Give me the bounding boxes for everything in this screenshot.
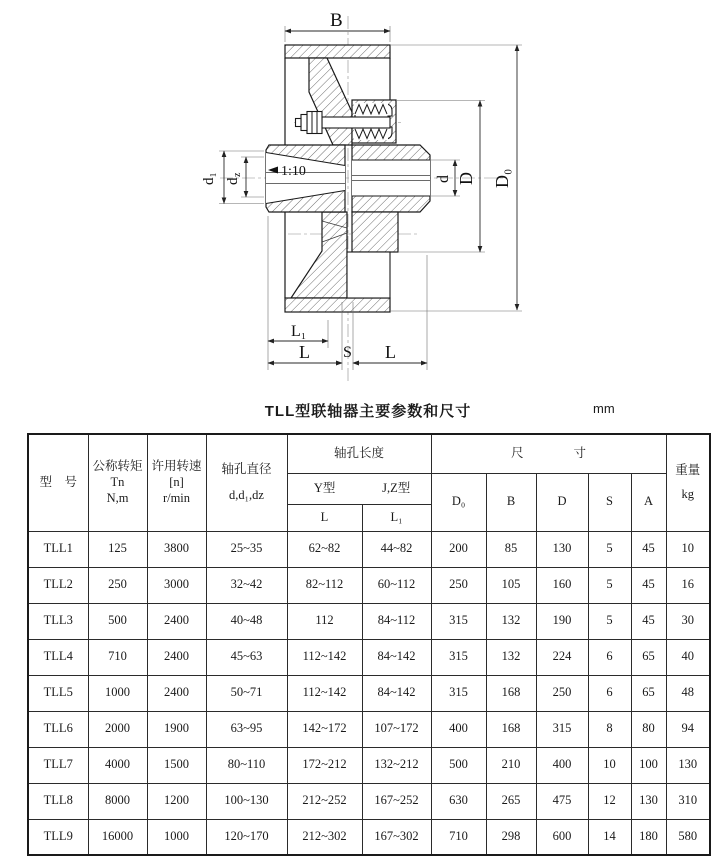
speed-cell: 3800	[147, 531, 206, 567]
dim-label-d0: D₀	[492, 168, 512, 188]
weight-cell: 94	[666, 711, 710, 747]
s-cell: 14	[588, 819, 631, 855]
dim-label-d1: d₁	[201, 172, 217, 185]
model-cell: TLL3	[28, 603, 88, 639]
dim-label-l-right: L	[385, 342, 396, 362]
a-cell: 100	[631, 747, 666, 783]
d0-cell: 200	[431, 531, 486, 567]
len-l-cell: 62~82	[287, 531, 362, 567]
torque-line3: N,m	[106, 490, 129, 505]
a-cell: 45	[631, 531, 666, 567]
taper-label: 1:10	[281, 164, 306, 179]
bolt-head	[307, 112, 322, 134]
a-cell: 180	[631, 819, 666, 855]
coupling-svg	[0, 0, 725, 396]
speed-cell: 1200	[147, 783, 206, 819]
torque-cell: 250	[88, 567, 147, 603]
torque-cell: 1000	[88, 675, 147, 711]
d-cell: 400	[536, 747, 588, 783]
torque-line1: 公称转矩	[92, 459, 143, 474]
speed-line1: 许用转速	[151, 459, 202, 474]
col-header-dims: 尺 寸	[431, 434, 666, 473]
model-cell: TLL2	[28, 567, 88, 603]
weight-cell: 16	[666, 567, 710, 603]
d0-cell: 315	[431, 603, 486, 639]
a-cell: 65	[631, 675, 666, 711]
bore-dia-cell: 80~110	[206, 747, 287, 783]
weight-cell: 40	[666, 639, 710, 675]
table-row	[28, 747, 710, 783]
d0-cell: 710	[431, 819, 486, 855]
weight-line2: kg	[681, 486, 695, 501]
model-cell: TLL9	[28, 819, 88, 855]
col-header-weight	[666, 434, 710, 531]
s-cell: 5	[588, 531, 631, 567]
col-header-bore-dia	[206, 434, 287, 531]
d-cell: 224	[536, 639, 588, 675]
speed-cell: 2400	[147, 603, 206, 639]
bore-dia-cell: 50~71	[206, 675, 287, 711]
col-header-b: B	[486, 473, 536, 531]
d-cell: 315	[536, 711, 588, 747]
torque-cell: 16000	[88, 819, 147, 855]
weight-line1: 重量	[675, 463, 701, 478]
d0-cell: 315	[431, 639, 486, 675]
b-cell: 168	[486, 711, 536, 747]
table-row	[28, 783, 710, 819]
bore-dia-cell: 100~130	[206, 783, 287, 819]
len-l-cell: 112	[287, 603, 362, 639]
b-cell: 210	[486, 747, 536, 783]
speed-cell: 1000	[147, 819, 206, 855]
dim-label-dz	[225, 172, 243, 185]
spec-table-body	[28, 531, 710, 855]
table-row	[28, 603, 710, 639]
col-header-d: D	[536, 473, 588, 531]
lower-right-sleeve	[347, 252, 390, 298]
col-header-model: 型 号	[28, 434, 88, 531]
model-cell: TLL1	[28, 531, 88, 567]
b-cell: 168	[486, 675, 536, 711]
bolt-shaft	[322, 117, 390, 128]
bore-dia-cell: 120~170	[206, 819, 287, 855]
s-cell: 5	[588, 603, 631, 639]
b-cell: 85	[486, 531, 536, 567]
col-header-torque	[88, 434, 147, 531]
unit-label: mm	[593, 401, 615, 416]
col-header-bore-length: 轴孔长度	[287, 434, 431, 473]
model-cell: TLL8	[28, 783, 88, 819]
drum-bottom-flange	[285, 298, 390, 312]
len-l1-cell: 132~212	[362, 747, 431, 783]
torque-cell: 8000	[88, 783, 147, 819]
speed-cell: 2400	[147, 675, 206, 711]
table-row	[28, 639, 710, 675]
dim-label-b: B	[330, 10, 343, 31]
s-cell: 12	[588, 783, 631, 819]
table-row	[28, 711, 710, 747]
b-cell: 132	[486, 639, 536, 675]
speed-cell: 1900	[147, 711, 206, 747]
len-l1-cell: 44~82	[362, 531, 431, 567]
b-cell: 298	[486, 819, 536, 855]
dim-label-dz-sub: z	[232, 172, 243, 177]
len-l1-cell: 84~142	[362, 675, 431, 711]
a-cell: 65	[631, 639, 666, 675]
dim-label-s: S	[343, 344, 352, 361]
speed-line3: r/min	[162, 490, 191, 505]
ext-dz	[241, 157, 264, 197]
col-header-a: A	[631, 473, 666, 531]
len-l1-cell: 107~172	[362, 711, 431, 747]
s-cell: 10	[588, 747, 631, 783]
a-cell: 45	[631, 603, 666, 639]
bolt-tip	[296, 119, 302, 127]
col-header-d0: D₀	[431, 473, 486, 531]
d-cell: 250	[536, 675, 588, 711]
col-header-s: S	[588, 473, 631, 531]
dim-label-l-left: L	[299, 342, 310, 362]
a-cell: 130	[631, 783, 666, 819]
d-cell: 600	[536, 819, 588, 855]
bore-dia-line1: 轴孔直径	[221, 462, 272, 477]
len-l-cell: 142~172	[287, 711, 362, 747]
d0-cell: 400	[431, 711, 486, 747]
model-cell: TLL7	[28, 747, 88, 783]
torque-cell: 500	[88, 603, 147, 639]
b-cell: 265	[486, 783, 536, 819]
speed-cell: 3000	[147, 567, 206, 603]
d0-cell: 315	[431, 675, 486, 711]
len-l-cell: 112~142	[287, 675, 362, 711]
bore-dia-cell: 45~63	[206, 639, 287, 675]
len-l1-cell: 84~142	[362, 639, 431, 675]
table-row	[28, 819, 710, 855]
lower-right-step	[352, 212, 398, 252]
type-jz-label: J,Z型	[382, 480, 411, 495]
model-cell: TLL6	[28, 711, 88, 747]
type-y-label: Y型	[313, 480, 336, 495]
table-title: TLL型联轴器主要参数和尺寸	[264, 403, 472, 420]
b-cell: 132	[486, 603, 536, 639]
weight-cell: 130	[666, 747, 710, 783]
d0-cell: 500	[431, 747, 486, 783]
table-row	[28, 567, 710, 603]
coupling-section-drawing	[0, 0, 725, 396]
speed-cell: 1500	[147, 747, 206, 783]
col-header-types	[287, 473, 431, 504]
s-cell: 6	[588, 675, 631, 711]
bolt-washer	[301, 115, 307, 131]
d0-cell: 250	[431, 567, 486, 603]
d-cell: 475	[536, 783, 588, 819]
dim-label-d-cap: D	[456, 172, 476, 185]
len-l-cell: 212~302	[287, 819, 362, 855]
weight-cell: 580	[666, 819, 710, 855]
s-cell: 6	[588, 639, 631, 675]
weight-cell: 310	[666, 783, 710, 819]
len-l-cell: 112~142	[287, 639, 362, 675]
model-cell: TLL4	[28, 639, 88, 675]
d0-cell: 630	[431, 783, 486, 819]
weight-cell: 10	[666, 531, 710, 567]
dim-label-d: d	[435, 175, 452, 183]
lower-web	[291, 212, 347, 298]
speed-cell: 2400	[147, 639, 206, 675]
len-l1-cell: 167~252	[362, 783, 431, 819]
table-title-row	[27, 400, 709, 428]
bore-dia-cell: 25~35	[206, 531, 287, 567]
bore-dia-cell: 32~42	[206, 567, 287, 603]
torque-cell: 4000	[88, 747, 147, 783]
torque-cell: 125	[88, 531, 147, 567]
torque-cell: 2000	[88, 711, 147, 747]
len-l-cell: 212~252	[287, 783, 362, 819]
torque-line2: Tn	[110, 474, 125, 489]
a-cell: 45	[631, 567, 666, 603]
len-l1-cell: 167~302	[362, 819, 431, 855]
len-l-cell: 82~112	[287, 567, 362, 603]
table-row	[28, 531, 710, 567]
bore-dia-cell: 40~48	[206, 603, 287, 639]
d-cell: 130	[536, 531, 588, 567]
s-cell: 8	[588, 711, 631, 747]
col-header-speed	[147, 434, 206, 531]
d-cell: 190	[536, 603, 588, 639]
b-cell: 105	[486, 567, 536, 603]
col-header-len-l: L	[287, 504, 362, 531]
dim-label-dz-base: d	[225, 177, 241, 185]
dim-label-l1: L₁	[291, 323, 307, 340]
torque-cell: 710	[88, 639, 147, 675]
col-header-len-l1: L₁	[362, 504, 431, 531]
bore-dia-cell: 63~95	[206, 711, 287, 747]
len-l-cell: 172~212	[287, 747, 362, 783]
table-row	[28, 675, 710, 711]
spec-table	[27, 433, 711, 856]
speed-line2: [n]	[169, 474, 184, 489]
model-cell: TLL5	[28, 675, 88, 711]
s-cell: 5	[588, 567, 631, 603]
drum-top-flange	[285, 45, 390, 58]
d-cell: 160	[536, 567, 588, 603]
len-l1-cell: 60~112	[362, 567, 431, 603]
bore-dia-line2: d,d₁,dz	[229, 487, 264, 502]
weight-cell: 30	[666, 603, 710, 639]
weight-cell: 48	[666, 675, 710, 711]
len-l1-cell: 84~112	[362, 603, 431, 639]
right-hub-bore-bg	[352, 160, 430, 196]
a-cell: 80	[631, 711, 666, 747]
